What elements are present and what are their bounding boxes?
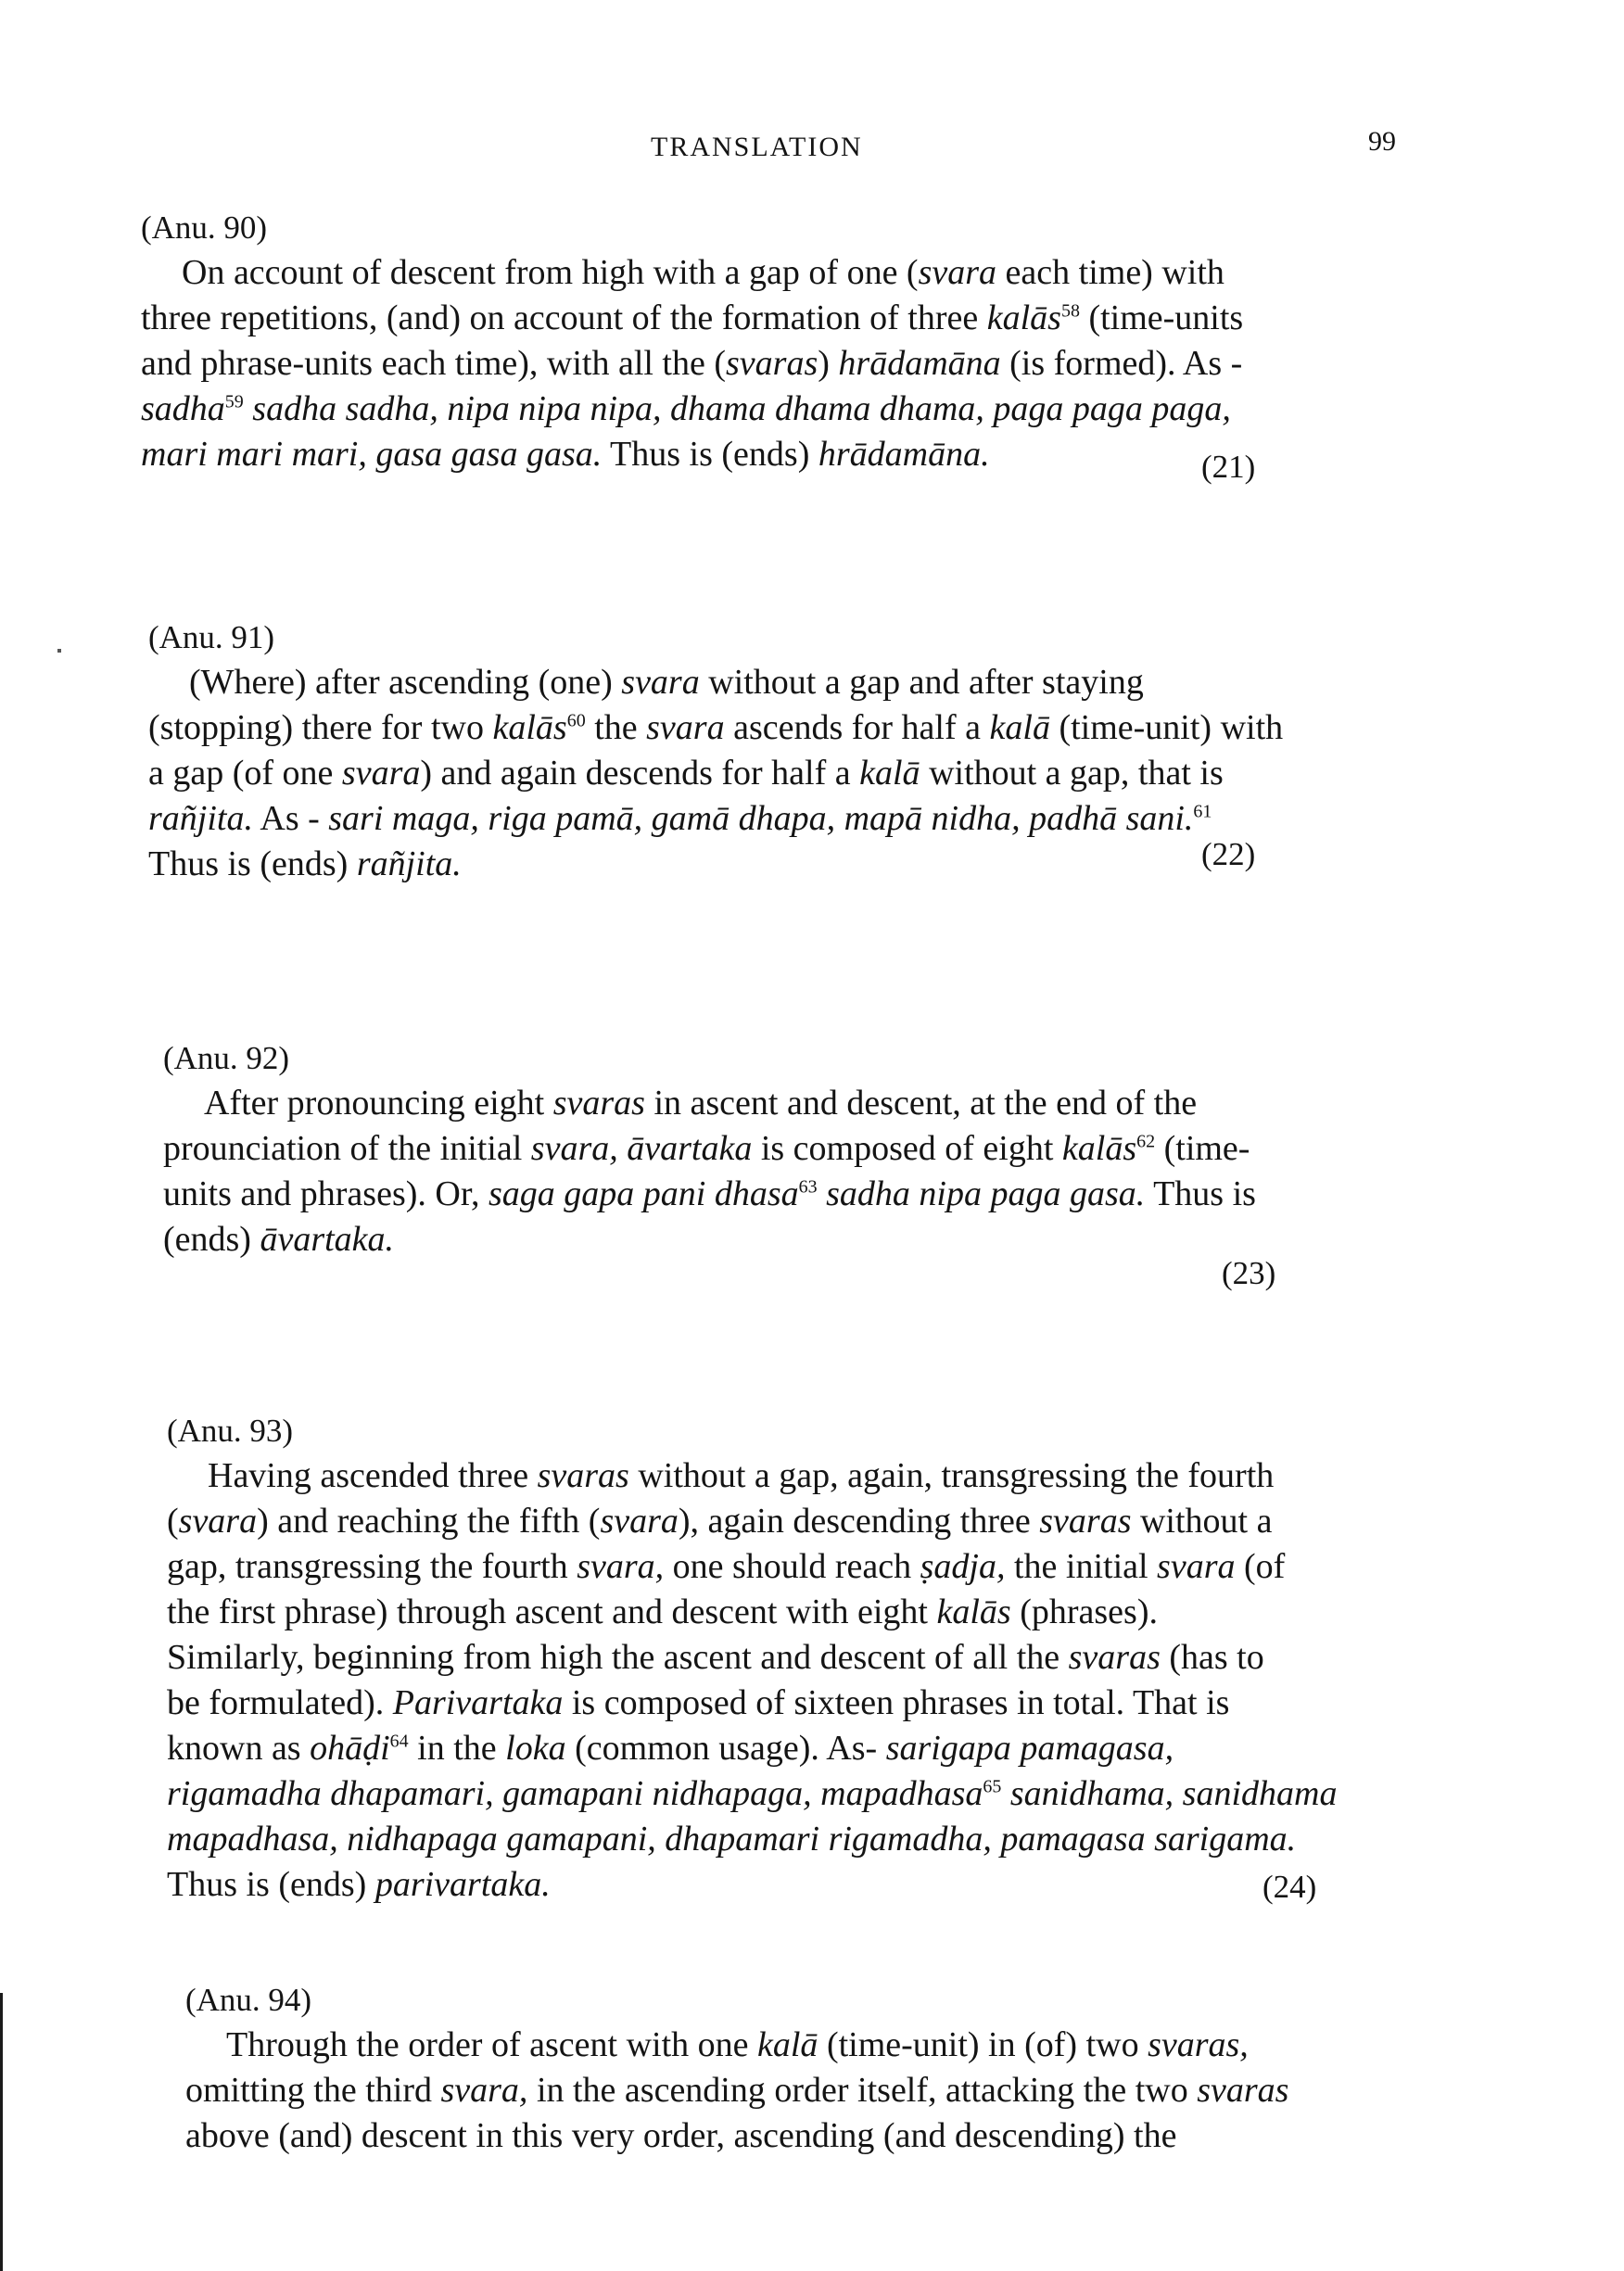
text-line [185, 2023, 1465, 2068]
text-line [167, 1862, 1446, 1908]
footnote-ref: 58 [1060, 300, 1080, 322]
text-line [148, 705, 1427, 751]
italic-term: sadha sadha, nipa nipa nipa, dhama dhama dhama, paga paga paga, [252, 389, 1231, 428]
text-run: is composed of eight [752, 1129, 1062, 1168]
italic-term: ṣadja, [920, 1547, 1006, 1586]
text-run: the initial [1005, 1547, 1158, 1586]
italic-term: hrādamāna. [818, 435, 990, 474]
text-run: omitting the third [185, 2071, 441, 2110]
text-run: be formulated). [167, 1683, 393, 1722]
section-anu-93 [167, 1409, 1446, 1908]
verse-number: (23) [1222, 1255, 1276, 1291]
text-run: above (and) descent in this very order, ascending (and descending) the [185, 2116, 1177, 2155]
section-label: (Anu. 94) [185, 1982, 312, 2018]
italic-term: svaras [1039, 1502, 1132, 1541]
text-run: Thus is (ends) [148, 844, 357, 883]
text-run: ) [818, 344, 839, 383]
text-line [141, 296, 1420, 341]
text-run: ) and reaching the fifth ( [257, 1502, 601, 1541]
text-line [148, 660, 1427, 705]
text-run: ), again descending three [678, 1502, 1040, 1541]
scan-edge-mark [0, 1993, 3, 2271]
italic-term: svara [918, 253, 997, 292]
footnote-ref: 63 [798, 1176, 818, 1198]
text-run: (time-units [1079, 298, 1244, 337]
paragraph [141, 250, 1420, 477]
text-run: (common usage). As- [565, 1729, 886, 1768]
section-label: (Anu. 91) [148, 619, 275, 655]
text-run: without a [1131, 1502, 1273, 1541]
italic-term: svara [600, 1502, 679, 1541]
italic-term: svaras [726, 344, 818, 383]
text-run: (has to [1160, 1638, 1264, 1677]
italic-term: loka [505, 1729, 566, 1768]
italic-term: svara [646, 708, 725, 747]
text-run: known as [167, 1729, 311, 1768]
text-line [141, 387, 1420, 432]
text-line [167, 1499, 1446, 1544]
italic-term: svaras [1068, 1638, 1161, 1677]
text-run: the first phrase) through ascent and descent with eight [167, 1592, 937, 1631]
text-line [167, 1453, 1446, 1499]
italic-term: Parivartaka [392, 1683, 564, 1722]
footnote-ref: 59 [224, 391, 244, 412]
italic-term: saga gapa pani dhasa [488, 1174, 799, 1213]
text-line [163, 1172, 1442, 1217]
text-line [167, 1681, 1446, 1726]
paragraph [167, 1453, 1446, 1908]
italic-term: svaras, [1148, 2025, 1249, 2064]
italic-term: svara [178, 1502, 258, 1541]
running-header: TRANSLATION [651, 132, 863, 162]
verse-number: (21) [1201, 449, 1256, 485]
text-run: On account of descent from high with a gap of one ( [182, 253, 919, 292]
italic-term: kalā [989, 708, 1050, 747]
text-run: ( [167, 1502, 179, 1541]
text-line [148, 796, 1427, 842]
text-line [167, 1726, 1446, 1771]
italic-term: kalās [492, 708, 567, 747]
verse-number: (24) [1262, 1869, 1317, 1905]
text-run: is composed of sixteen phrases in total. That is [563, 1683, 1230, 1722]
text-run: (time- [1155, 1129, 1250, 1168]
text-run: in ascent and descent, at the end of the [644, 1084, 1198, 1123]
text-run [1001, 1774, 1010, 1813]
italic-term: sarigapa pamagasa, [885, 1729, 1174, 1768]
text-line [163, 1126, 1442, 1172]
italic-term: kalā [859, 754, 920, 793]
text-run: without a gap and after staying [699, 663, 1144, 702]
text-run: Thus is (ends) [602, 435, 818, 474]
text-line [163, 1081, 1442, 1126]
italic-term: mari mari mari, gasa gasa gasa. [141, 435, 603, 474]
text-run: Thus is (ends) [167, 1865, 375, 1904]
verse-number: (22) [1201, 836, 1256, 872]
italic-term: svara [621, 663, 700, 702]
italic-term: ohāḍi [310, 1729, 390, 1768]
text-run: (time-unit) with [1049, 708, 1284, 747]
text-run: three repetitions, (and) on account of the formation of three [141, 298, 987, 337]
text-run: (phrases). [1010, 1592, 1158, 1631]
footnote-ref: 60 [566, 710, 586, 731]
italic-term: kalās [986, 298, 1061, 337]
italic-term: āvartaka. [260, 1220, 395, 1259]
italic-term: mapadhasa, nidhapaga gamapani, dhapamari rigamadha, pamagasa sarigama. [167, 1820, 1297, 1859]
text-run: in the ascending order itself, attacking the two [527, 2071, 1198, 2110]
text-run: without a gap, again, transgressing the fourth [628, 1456, 1275, 1495]
section-anu-92 [163, 1036, 1442, 1262]
page-number: 99 [1368, 126, 1396, 157]
text-run [818, 1174, 827, 1213]
italic-term: svara [1157, 1547, 1236, 1586]
section-anu-94 [185, 1978, 1465, 2159]
text-run: (time-unit) in (of) two [818, 2025, 1148, 2064]
scan-speck [57, 649, 61, 653]
text-run: After pronouncing eight [204, 1084, 553, 1123]
italic-term: rañjita. [356, 844, 462, 883]
italic-term: kalās [1061, 1129, 1137, 1168]
italic-term: svaras [537, 1456, 629, 1495]
text-run: and phrase-units each time), with all the ( [141, 344, 727, 383]
text-run: (ends) [163, 1220, 260, 1259]
italic-term: svaras [1197, 2071, 1289, 2110]
text-run: (is formed). As - [1000, 344, 1243, 383]
text-line [167, 1771, 1446, 1817]
italic-term: sadha [141, 389, 225, 428]
footnote-ref: 62 [1136, 1131, 1156, 1152]
section-label: (Anu. 92) [163, 1040, 290, 1076]
text-run: Through the order of ascent with one [226, 2025, 757, 2064]
italic-term: hrādamāna [838, 344, 1001, 383]
text-run: in the [408, 1729, 506, 1768]
text-line [167, 1635, 1446, 1681]
text-run: Having ascended three [208, 1456, 538, 1495]
text-run: (of [1235, 1547, 1286, 1586]
text-line [141, 341, 1420, 387]
text-run: units and phrases). Or, [163, 1174, 488, 1213]
text-run [244, 389, 253, 428]
text-line [185, 2113, 1465, 2159]
text-run: without a gap, that is [920, 754, 1224, 793]
italic-term: svaras [552, 1084, 645, 1123]
italic-term: kalā [757, 2025, 818, 2064]
text-run: ascends for half a [724, 708, 990, 747]
text-run: prounciation of the initial [163, 1129, 531, 1168]
text-run: Thus is [1145, 1174, 1256, 1213]
footnote-ref: 65 [983, 1776, 1002, 1797]
italic-term: rigamadha dhapamari, gamapani nidhapaga, mapadhasa [167, 1774, 983, 1813]
text-run: one should reach [664, 1547, 920, 1586]
section-label: (Anu. 93) [167, 1413, 294, 1449]
italic-term: kalās [936, 1592, 1011, 1631]
italic-term: svara, āvartaka [530, 1129, 753, 1168]
section-label: (Anu. 90) [141, 209, 268, 246]
text-run: ) and again descends for half a [420, 754, 860, 793]
italic-term: parivartaka. [374, 1865, 551, 1904]
section-anu-90 [141, 206, 1420, 477]
text-run: (stopping) there for two [148, 708, 493, 747]
text-run: As - [252, 799, 329, 838]
paragraph [163, 1081, 1442, 1262]
italic-term: svara, [577, 1547, 665, 1586]
italic-term: sanidhama, sanidhama [1009, 1774, 1338, 1813]
text-run: each time) with [996, 253, 1224, 292]
text-run: a gap (of one [148, 754, 342, 793]
italic-term: sari maga, riga pamā, gamā dhapa, mapā nidha, padhā sani. [328, 799, 1194, 838]
text-line [148, 751, 1427, 796]
text-line [141, 250, 1420, 296]
paragraph [185, 2023, 1465, 2159]
text-line [167, 1817, 1446, 1862]
italic-term: svara, [440, 2071, 528, 2110]
text-run: Similarly, beginning from high the ascent and descent of all the [167, 1638, 1069, 1677]
text-line [167, 1590, 1446, 1635]
italic-term: sadha nipa paga gasa. [826, 1174, 1146, 1213]
text-line [185, 2068, 1465, 2113]
footnote-ref: 64 [389, 1731, 409, 1752]
text-run: the [585, 708, 647, 747]
footnote-ref: 61 [1193, 801, 1212, 822]
text-line [167, 1544, 1446, 1590]
italic-term: rañjita. [148, 799, 253, 838]
italic-term: svara [341, 754, 421, 793]
text-run: gap, transgressing the fourth [167, 1547, 577, 1586]
text-run: (Where) after ascending (one) [189, 663, 622, 702]
